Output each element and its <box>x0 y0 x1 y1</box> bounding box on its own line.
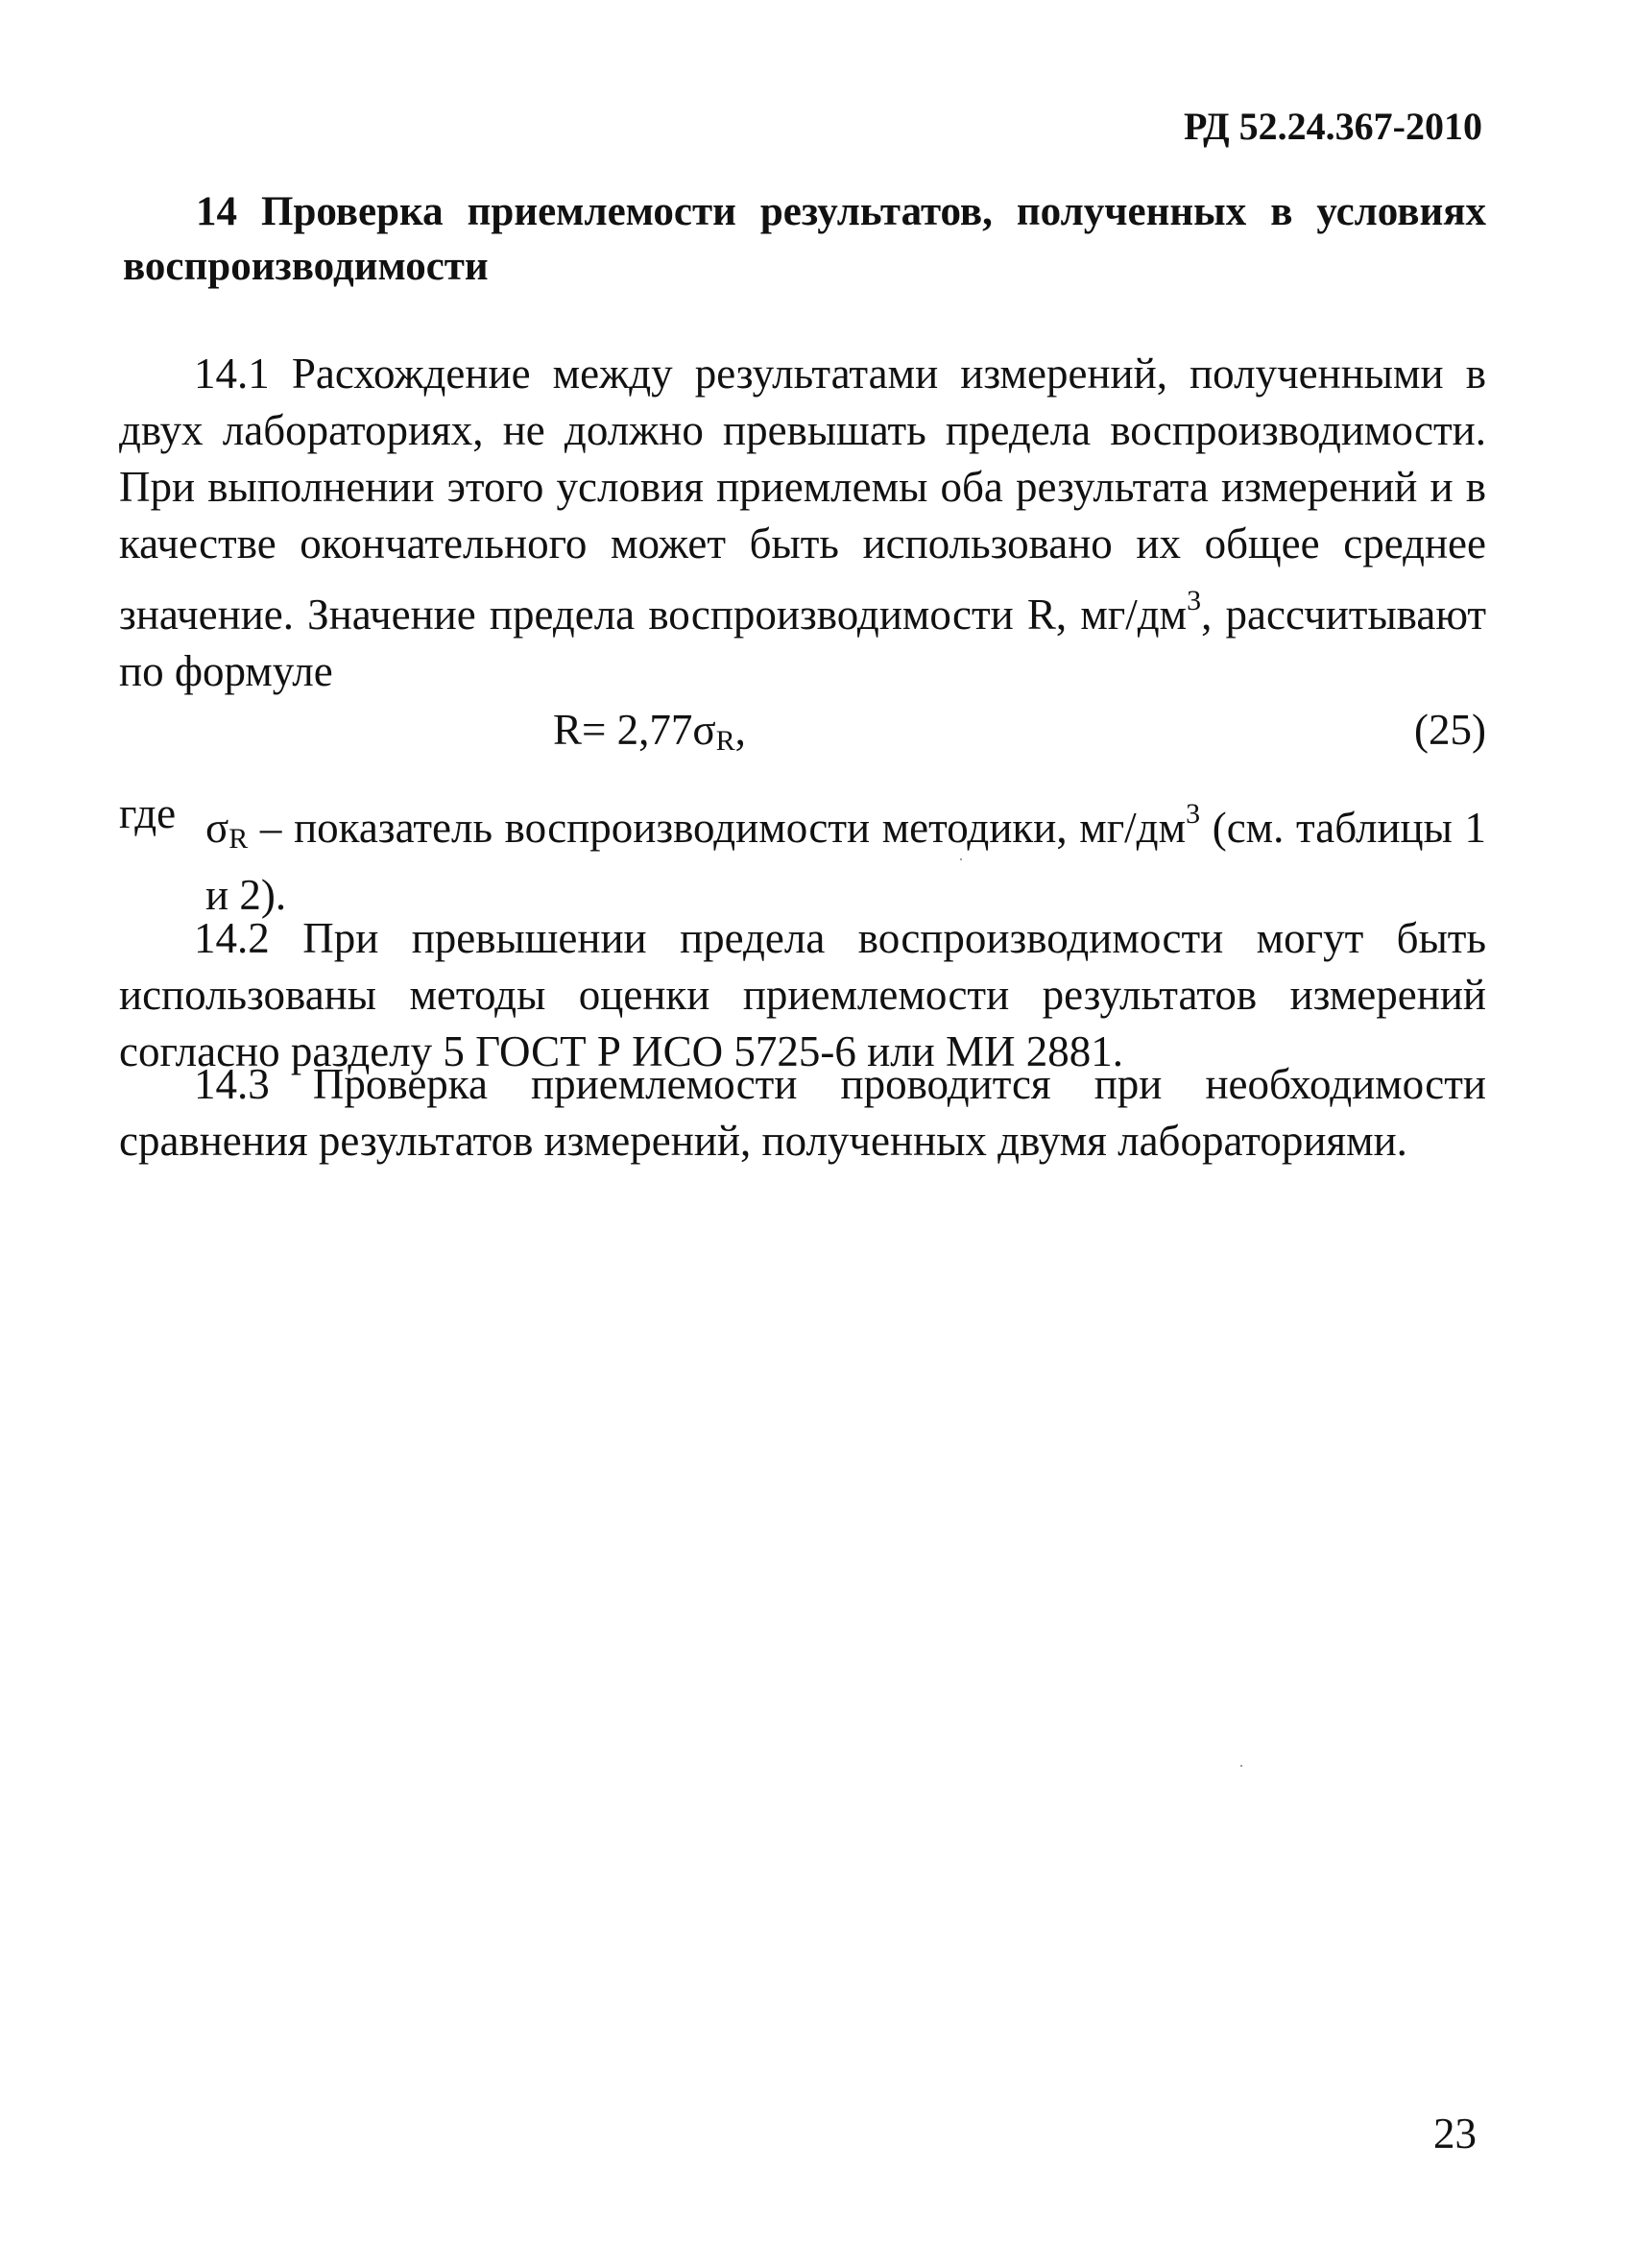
document-code-header: РД 52.24.367-2010 <box>1184 105 1482 148</box>
paragraph-14-3 <box>119 1056 1486 1170</box>
scan-speck <box>960 858 962 860</box>
paragraph-14-2-text: 14.2 При превышении предела воспроизводимости могут быть использованы методы оценки приемлемости результатов измерений согласно разделу 5 ГОСТ Р ИСО 5725-6 или МИ 2881. <box>119 914 1486 1075</box>
where-definition <box>205 785 1486 924</box>
unit-mg-dm: мг/дм <box>1080 591 1188 639</box>
section-heading: 14 Проверка приемлемости результатов, полученных в условиях воспроизводимости <box>123 189 1486 289</box>
where-unit-exponent: 3 <box>1186 798 1201 830</box>
paragraph-14-1 <box>119 346 1486 700</box>
sigma-subscript: R <box>228 823 249 855</box>
where-definition-tail: (см. таблицы 1 и 2). <box>205 804 1486 919</box>
paragraph-14-2 <box>119 910 1486 1080</box>
formula-expression: R= 2,77σ <box>553 706 716 754</box>
formula-subscript: R <box>715 725 735 757</box>
paragraph-14-3-text: 14.3 Проверка приемлемости проводится при необходимости сравнения результатов измерений, полученных двумя лабораториями. <box>119 1060 1486 1165</box>
where-definition-text: – показатель воспроизводимости методики, мг/дм <box>248 804 1187 852</box>
where-word: где <box>119 789 177 837</box>
equation-number: (25) <box>1414 706 1486 754</box>
page-number: 23 <box>1433 2110 1477 2158</box>
paragraph-14-1-tail: , рассчитывают по формуле <box>119 591 1487 695</box>
scan-speck <box>1240 1765 1242 1767</box>
formula-row <box>119 701 1486 759</box>
formula <box>553 701 746 770</box>
unit-exponent: 3 <box>1187 585 1202 616</box>
sigma-symbol: σ <box>205 804 229 852</box>
paragraph-14-1-text: 14.1 Расхождение между результатами измерений, полученными в двух лабораториях, не должно превышать предела воспроизводимости. При выполнении этого условия приемлемы оба результата измерений и в качестве окончательного может быть использовано их общее среднее значение. Значение предела воспроизводимости R, <box>119 350 1486 639</box>
where-clause <box>119 785 1486 924</box>
formula-trailing: , <box>734 706 746 754</box>
